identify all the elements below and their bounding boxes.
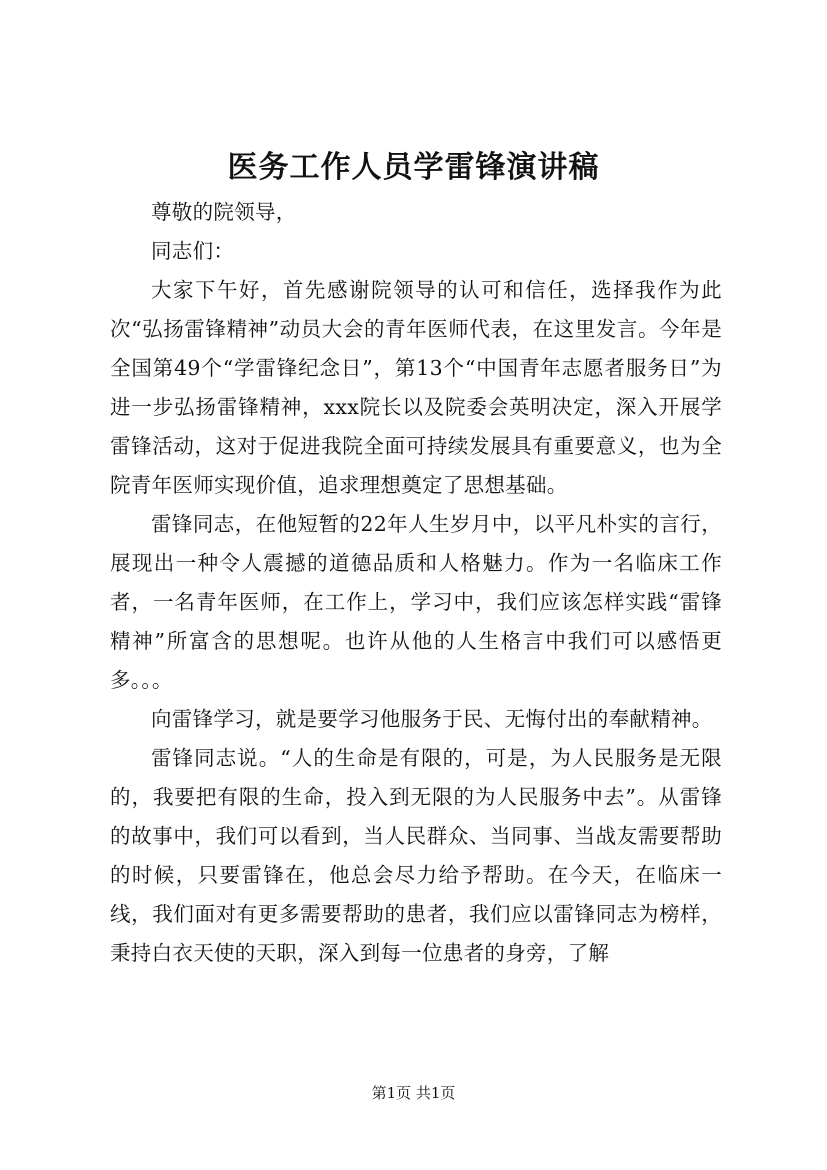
document-title: 医务工作人员学雷锋演讲稿 (227, 150, 600, 185)
salutation-1: 尊敬的院领导， (151, 200, 297, 224)
salutation-2: 同志们： (151, 239, 235, 263)
paragraph-quote: 雷锋同志说。“人的生命是有限的，可是，为人民服务是无限的，我要把有限的生命，投入到无限的为人民服务中去”。从雷锋的故事中，我们可以看到，当人民群众、当同事、当战友需要帮助的时候，只要雷锋在，他总会尽力给予帮助。在今天，在临床一线，我们面对有更多需要帮助的患者，我们应以雷锋同志为榜样，秉持白衣天使的天职，深入到每一位患者的身旁，了解 (110, 746, 722, 965)
paragraph-intro: 大家下午好，首先感谢院领导的认可和信任，选择我作为此次“弘扬雷锋精神”动员大会的青年医师代表，在这里发言。今年是全国第49个“学雷锋纪念日”，第13个“中国青年志愿者服务日”为进一步弘扬雷锋精神，xxx院长以及院委会英明决定，深入开展学雷锋活动，这对于促进我院全面可持续发展具有重要意义，也为全院青年医师实现价值，追求理想奠定了思想基础。 (110, 278, 722, 497)
page-footer: 第1页 共1页 (371, 1084, 456, 1102)
paragraph-learn: 向雷锋学习，就是要学习他服务于民、无悔付出的奉献精神。 (151, 707, 713, 731)
document-body (110, 193, 722, 973)
paragraph-leifeng: 雷锋同志，在他短暂的22年人生岁月中，以平凡朴实的言行，展现出一种令人震撼的道德品质和人格魅力。作为一名临床工作者，一名青年医师，在工作上，学习中，我们应该怎样实践“雷锋精神”所富含的思想呢。也许从他的人生格言中我们可以感悟更多。。。 (110, 512, 722, 692)
